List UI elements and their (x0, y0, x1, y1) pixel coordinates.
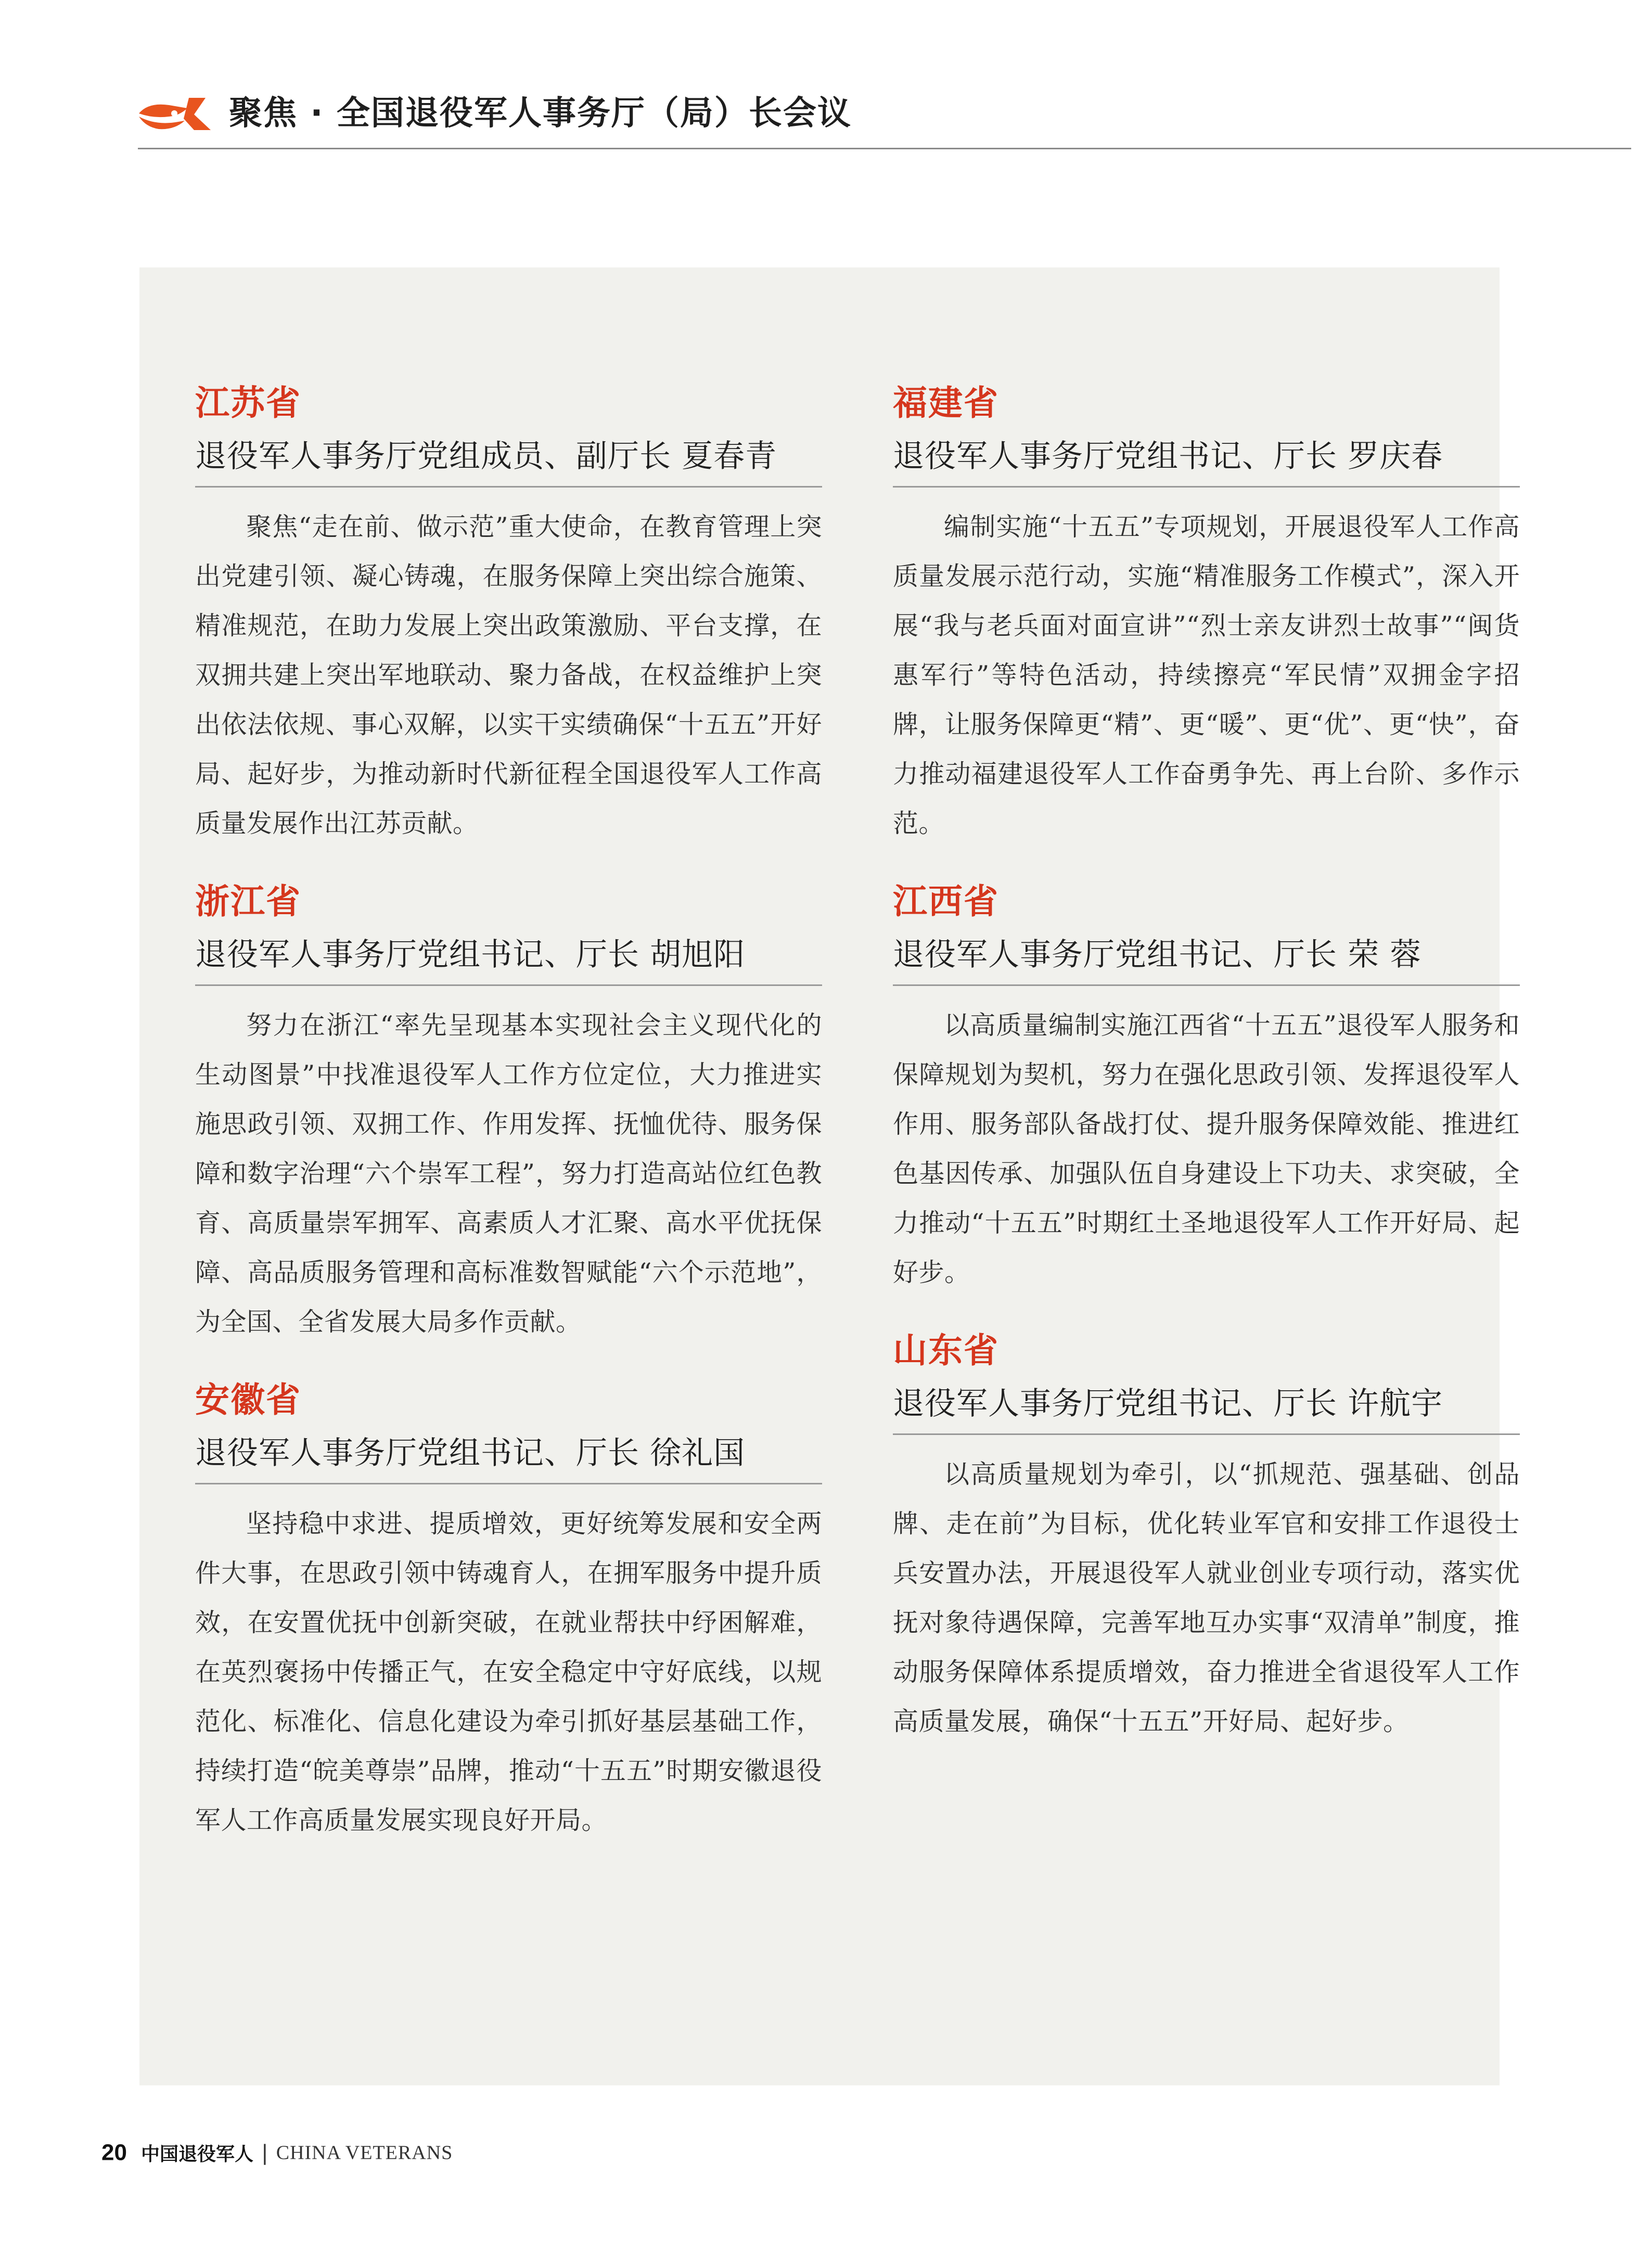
statement-text: 坚持稳中求进、提质增效，更好统筹发展和安全两件大事，在思政引领中铸魂育人，在拥军服务中提升质效，在安置优抚中创新突破，在就业帮扶中纾困解难，在英烈褒扬中传播正气，在安全稳定中守好底线，以规范化、标准化、信息化建设为牵引抓好基层基础工作，持续打造“皖美尊崇”品牌，推动“十五五”时期安徽退役军人工作高质量发展实现良好开局。 (195, 1509, 822, 1835)
province-name: 江西省 (893, 881, 999, 921)
official-title: 退役军人事务厅党组书记、厅长 徐礼国 (195, 1431, 822, 1484)
province-name: 安徽省 (195, 1380, 301, 1420)
official-title: 退役军人事务厅党组书记、厅长 许航宇 (893, 1381, 1520, 1435)
page-header (138, 87, 1631, 150)
province-section-shandong (893, 1327, 1520, 1746)
statement-text: 以高质量规划为牵引，以“抓规范、强基础、创品牌、走在前”为目标，优化转业军官和安排工作退役士兵安置办法，开展退役军人就业创业专项行动，落实优抚对象待遇保障，完善军地互办实事“双清单”制度，推动服务保障体系提质增效，奋力推进全省退役军人工作高质量发展，确保“十五五”开好局、起好步。 (893, 1459, 1520, 1736)
statement-text: 努力在浙江“率先呈现基本实现社会主义现代化的生动图景”中找准退役军人工作方位定位，大力推进实施思政引领、双拥工作、作用发挥、抚恤优待、服务保障和数字治理“六个崇军工程”，努力打造高站位红色教育、高质量崇军拥军、高素质人才汇聚、高水平优抚保障、高品质服务管理和高标准数智赋能“六个示范地”，为全国、全省发展大局多作贡献。 (195, 1010, 822, 1337)
statement-text: 聚焦“走在前、做示范”重大使命，在教育管理上突出党建引领、凝心铸魂，在服务保障上突出综合施策、精准规范，在助力发展上突出政策激励、平台支撑，在双拥共建上突出军地联动、聚力备战，在权益维护上突出依法依规、事心双解，以实干实绩确保“十五五”开好局、起好步，为推动新时代新征程全国退役军人工作高质量发展作出江苏贡献。 (195, 512, 822, 838)
province-section-fujian (893, 380, 1520, 848)
section-title: 聚焦 · 全国退役军人事务厅（局）长会议 (229, 94, 852, 133)
left-column (195, 380, 822, 1845)
statement-text: 编制实施“十五五”专项规划，开展退役军人工作高质量发展示范行动，实施“精准服务工作模式”，深入开展“我与老兵面对面宣讲”“烈士亲友讲烈士故事”“闽货惠军行”等特色活动，持续擦亮“军民情”双拥金字招牌，让服务保障更“精”、更“暖”、更“优”、更“快”，奋力推动福建退役军人工作奋勇争先、再上台阶、多作示范。 (893, 512, 1520, 838)
province-name: 江苏省 (195, 383, 301, 423)
header-divider (138, 148, 1631, 149)
orange-swoosh-logo-icon (138, 93, 216, 134)
province-name: 福建省 (893, 383, 999, 423)
official-title: 退役军人事务厅党组书记、厅长 荣 蓉 (893, 932, 1520, 986)
official-title: 退役军人事务厅党组成员、副厅长 夏春青 (195, 434, 822, 488)
province-section-jiangxi (893, 878, 1520, 1297)
province-name: 浙江省 (195, 881, 301, 921)
page-number: 20 (101, 2139, 127, 2166)
province-section-anhui (195, 1377, 822, 1845)
magazine-name-en: CHINA VETERANS (276, 2142, 453, 2164)
official-title: 退役军人事务厅党组书记、厅长 罗庆春 (893, 434, 1520, 488)
right-column (893, 380, 1520, 1746)
official-title: 退役军人事务厅党组书记、厅长 胡旭阳 (195, 932, 822, 986)
statement-text: 以高质量编制实施江西省“十五五”退役军人服务和保障规划为契机，努力在强化思政引领、发挥退役军人作用、服务部队备战打仗、提升服务保障效能、推进红色基因传承、加强队伍自身建设上下功夫、求突破，全力推动“十五五”时期红土圣地退役军人工作开好局、起好步。 (893, 1010, 1520, 1287)
province-name: 山东省 (893, 1330, 999, 1370)
magazine-name-cn: 中国退役军人 (141, 2144, 254, 2165)
footer-separator: | (261, 2141, 268, 2165)
page-footer (101, 2139, 453, 2171)
province-section-zhejiang (195, 878, 822, 1347)
province-section-jiangsu (195, 380, 822, 848)
